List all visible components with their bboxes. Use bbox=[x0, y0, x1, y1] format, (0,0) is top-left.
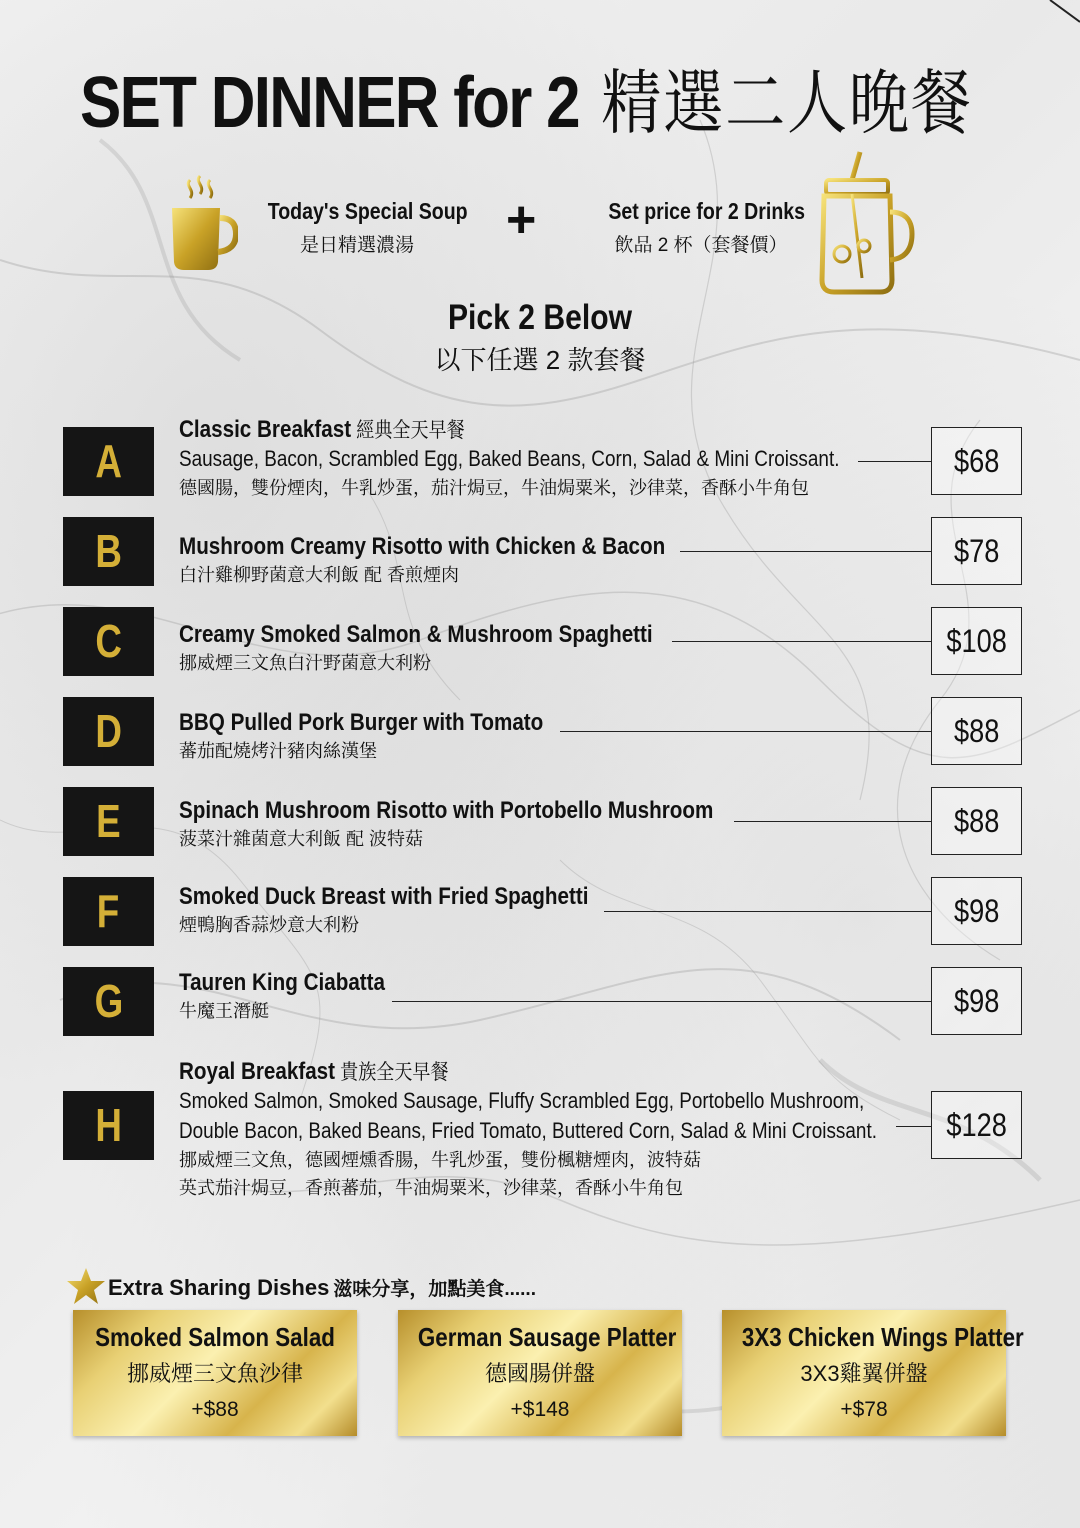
item-price: $98 bbox=[931, 877, 1022, 945]
item-details bbox=[179, 797, 800, 853]
menu-item-b bbox=[0, 517, 1080, 587]
menu-item-a bbox=[0, 414, 1080, 508]
item-price: $108 bbox=[931, 607, 1022, 675]
item-name: Classic Breakfast 經典全天早餐 bbox=[179, 416, 465, 443]
page-title bbox=[80, 58, 973, 148]
title-zh: 精選二人晚餐 bbox=[601, 64, 973, 142]
extra-title: Extra Sharing Dishes 滋味分享，加點美食...... bbox=[108, 1275, 536, 1300]
corner-decoration bbox=[1020, 0, 1080, 30]
item-price: $98 bbox=[931, 967, 1022, 1035]
item-price: $78 bbox=[931, 517, 1022, 585]
menu-item-c bbox=[0, 607, 1080, 677]
item-details bbox=[179, 621, 730, 677]
item-description-zh: 德國腸，雙份煙肉，牛乳炒蛋，茄汁焗豆，牛油焗粟米，沙律菜，香酥小牛角包 bbox=[179, 478, 809, 498]
item-name: Royal Breakfast 貴族全天早餐 bbox=[179, 1058, 449, 1085]
drinks-zh: 飲品 2 杯（套餐價） bbox=[614, 235, 788, 256]
item-details bbox=[179, 709, 603, 765]
leader-line bbox=[672, 641, 931, 642]
leader-line bbox=[560, 731, 931, 732]
item-description-en-line1: Smoked Salmon, Smoked Sausage, Fluffy Scrambled Egg, Portobello Mushroom, bbox=[179, 1088, 865, 1113]
extra-dish-price: +$78 bbox=[840, 1398, 888, 1421]
item-price: $88 bbox=[931, 697, 1022, 765]
item-description-zh: 挪威煙三文魚白汁野菌意大利粉 bbox=[179, 653, 431, 673]
extra-dish-name-zh: 德國腸併盤 bbox=[484, 1361, 595, 1386]
extra-dish-name: 3X3 Chicken Wings Platter bbox=[741, 1322, 1024, 1352]
set-includes bbox=[0, 150, 1080, 300]
item-description-zh: 白汁雞柳野菌意大利飯 配 香煎煙肉 bbox=[179, 565, 460, 585]
extra-dish-card bbox=[73, 1310, 357, 1436]
extra-dish-price: +$148 bbox=[510, 1398, 570, 1421]
pick-en: Pick 2 Below bbox=[447, 298, 633, 337]
drinks-en: Set price for 2 Drinks bbox=[608, 198, 806, 224]
item-name-zh: 經典全天早餐 bbox=[356, 419, 465, 442]
item-letter-badge: E bbox=[63, 787, 154, 856]
item-letter-badge: F bbox=[63, 877, 154, 946]
leader-line bbox=[858, 461, 931, 462]
item-details bbox=[179, 533, 744, 589]
item-letter-badge: H bbox=[63, 1091, 154, 1160]
item-letter-badge: A bbox=[63, 427, 154, 496]
item-description-zh-line1: 挪威煙三文魚，德國煙燻香腸，牛乳炒蛋，雙份楓糖煙肉，波特菇 bbox=[179, 1150, 701, 1170]
extra-dish-name-zh: 挪威煙三文魚沙律 bbox=[126, 1361, 303, 1386]
leader-line bbox=[604, 911, 931, 912]
item-name: BBQ Pulled Pork Burger with Tomato bbox=[179, 709, 544, 736]
item-price: $88 bbox=[931, 787, 1022, 855]
item-letter-badge: B bbox=[63, 517, 154, 586]
leader-line bbox=[392, 1001, 931, 1002]
soup-zh: 是日精選濃湯 bbox=[299, 235, 414, 256]
drinks-info bbox=[592, 198, 810, 257]
extra-title-zh: 滋味分享，加點美食...... bbox=[333, 1279, 536, 1300]
item-name: Mushroom Creamy Risotto with Chicken & Bacon bbox=[179, 533, 666, 560]
extra-dish-name-zh: 3X3雞翼併盤 bbox=[800, 1361, 928, 1386]
extra-dish-price: +$88 bbox=[191, 1398, 239, 1421]
leader-line bbox=[734, 821, 931, 822]
soup-en: Today's Special Soup bbox=[267, 198, 468, 224]
menu-item-f bbox=[0, 877, 1080, 947]
menu-item-d bbox=[0, 697, 1080, 767]
item-description-zh: 牛魔王潛艇 bbox=[179, 1001, 269, 1021]
menu-item-g bbox=[0, 967, 1080, 1037]
item-name: Smoked Duck Breast with Fried Spaghetti bbox=[179, 883, 589, 910]
menu-item-e bbox=[0, 787, 1080, 857]
item-price: $128 bbox=[931, 1091, 1022, 1159]
extra-dish-name: German Sausage Platter bbox=[417, 1322, 677, 1352]
leader-line bbox=[680, 551, 931, 552]
extra-dish-card bbox=[398, 1310, 682, 1436]
item-name-zh: 貴族全天早餐 bbox=[340, 1061, 449, 1084]
pick-zh: 以下任選 2 款套餐 bbox=[434, 345, 646, 375]
item-details bbox=[179, 414, 947, 502]
plus-sign: + bbox=[506, 191, 537, 249]
item-description-zh: 菠菜汁雜菌意大利飯 配 波特菇 bbox=[179, 829, 424, 849]
item-price: $68 bbox=[931, 427, 1022, 495]
item-letter-badge: D bbox=[63, 697, 154, 766]
item-name: Spinach Mushroom Risotto with Portobello Mushroom bbox=[179, 797, 714, 824]
item-details bbox=[179, 969, 419, 1025]
mason-jar-drink-icon bbox=[812, 150, 916, 296]
pick-instruction bbox=[340, 298, 740, 377]
star-icon bbox=[66, 1266, 106, 1306]
item-letter-badge: C bbox=[63, 607, 154, 676]
item-description-zh-line2: 英式茄汁焗豆，香煎蕃茄，牛油焗粟米，沙律菜，香酥小牛角包 bbox=[179, 1178, 683, 1198]
item-description-zh: 蕃茄配燒烤汁豬肉絲漢堡 bbox=[179, 741, 377, 761]
extra-dish-name: Smoked Salmon Salad bbox=[95, 1322, 335, 1352]
item-details bbox=[179, 883, 655, 939]
item-name: Tauren King Ciabatta bbox=[179, 969, 386, 996]
coffee-cup-icon bbox=[168, 174, 238, 274]
item-letter-badge: G bbox=[63, 967, 154, 1036]
item-details bbox=[179, 1056, 991, 1202]
menu-item-h bbox=[0, 1056, 1080, 1206]
title-en: SET DINNER for 2 bbox=[80, 63, 579, 143]
soup-info bbox=[252, 198, 468, 257]
item-name: Creamy Smoked Salmon & Mushroom Spaghetti bbox=[179, 621, 653, 648]
leader-line bbox=[896, 1126, 931, 1127]
item-description-en: Sausage, Bacon, Scrambled Egg, Baked Beans, Corn, Salad & Mini Croissant. bbox=[179, 446, 840, 471]
extra-dish-card bbox=[722, 1310, 1024, 1436]
item-description-en-line2: Double Bacon, Baked Beans, Fried Tomato, Buttered Corn, Salad & Mini Croissant. bbox=[179, 1118, 877, 1143]
item-description-zh: 煙鴨胸香蒜炒意大利粉 bbox=[179, 915, 359, 935]
